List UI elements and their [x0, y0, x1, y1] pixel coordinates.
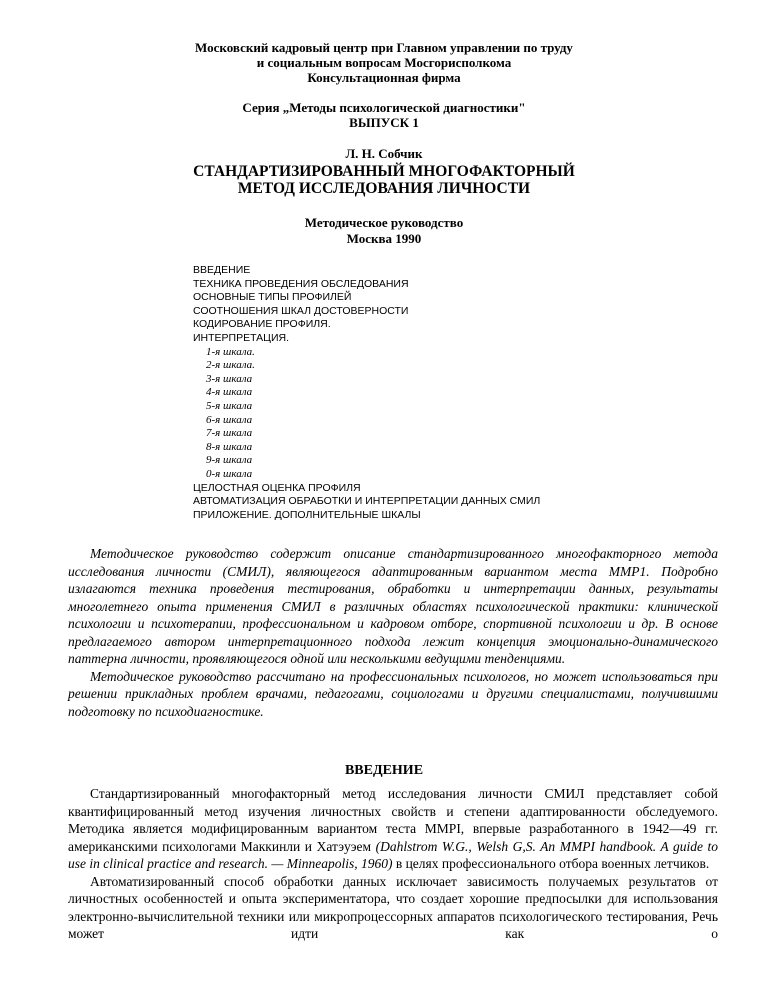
document-type: Методическое руководство	[304, 215, 464, 230]
intro-p1-text-b: в целях профессионального отбора военных летчиков.	[392, 856, 710, 871]
toc-subitem-scale[interactable]: 9-я шкала	[206, 454, 253, 467]
toc-subitem-scale[interactable]: 8-я шкала	[206, 440, 253, 453]
table-of-contents	[193, 264, 753, 522]
toc-item-coding[interactable]: КОДИРОВАНИЕ ПРОФИЛЯ.	[193, 318, 331, 331]
intro-paragraph-1	[68, 785, 718, 873]
header-organization-line-1: Московский кадровый центр при Главном управлении по труду	[195, 40, 573, 55]
toc-item-interpretation[interactable]: ИНТЕРПРЕТАЦИЯ.	[193, 331, 289, 344]
toc-subitem-scale[interactable]: 7-я шкала	[206, 427, 253, 440]
toc-item-technique[interactable]: ТЕХНИКА ПРОВЕДЕНИЯ ОБСЛЕДОВАНИЯ	[193, 277, 409, 290]
toc-subitem-scale[interactable]: 0-я шкала	[206, 467, 253, 480]
toc-subitem-scale[interactable]: 3-я шкала	[206, 372, 253, 385]
toc-item-holistic[interactable]: ЦЕЛОСТНАЯ ОЦЕНКА ПРОФИЛЯ	[193, 481, 361, 494]
abstract-paragraph-2: Методическое руководство рассчитано на профессиональных психологов, но может использоваться при решении прикладных проблем врачами, педагогами, социологами и другими специалистами, получившими подготовку по психодиагностике.	[68, 668, 718, 719]
intro-p1-text-a: Стандартизированный многофакторный метод исследования личности СМИЛ представляет собой квантифицированный метод изучения личностных свойств и степени адаптированности обследуемого. Методика является модифицированным вариантом теста MMPI, впервые разработанного в 1942—49 гг. американскими психологами Маккинли и Хатэуэем	[68, 786, 718, 854]
toc-item-intro[interactable]: ВВЕДЕНИЕ	[193, 264, 251, 276]
section-heading-intro: ВВЕДЕНИЕ	[344, 763, 424, 778]
toc-item-automation[interactable]: АВТОМАТИЗАЦИЯ ОБРАБОТКИ И ИНТЕРПРЕТАЦИИ ДАННЫХ СМИЛ	[193, 495, 541, 508]
issue-number: ВЫПУСК 1	[349, 115, 419, 130]
abstract	[68, 545, 718, 720]
author-name: Л. Н. Собчик	[345, 146, 423, 161]
intro-body	[68, 785, 718, 943]
series-title: Серия „Методы психологической диагностики"	[242, 100, 526, 115]
main-title-line-1: СТАНДАРТИЗИРОВАННЫЙ МНОГОФАКТОРНЫЙ	[193, 163, 575, 180]
toc-subitem-scale[interactable]: 2-я шкала.	[206, 359, 255, 372]
header-organization-line-3: Консультационная фирма	[307, 70, 461, 85]
toc-subitem-scale[interactable]: 5-я шкала	[206, 399, 253, 412]
abstract-paragraph-1: Методическое руководство содержит описание стандартизированного многофакторного метода исследования личности (СМИЛ), являющегося адаптированным вариантом места ММР1. Подробно излагаются техника проведения тестирования, обработки и интерпретации данных, результаты многолетнего опыта применения СМИЛ в различных областях психологической практики: клинической психологии и психотерапии, профессиональном и кадровом отборе, спортивной психологии и др. В основе предлагаемого автором интерпретационного подхода лежит концепция эмоционально-динамического паттерна личности, проявляющегося одной или несколькими ведущими тенденциями.	[68, 546, 718, 666]
toc-item-validity[interactable]: СООТНОШЕНИЯ ШКАЛ ДОСТОВЕРНОСТИ	[193, 304, 409, 317]
header-organization-line-2: и социальным вопросам Мосгорисполкома	[256, 55, 512, 70]
toc-subitem-scale[interactable]: 1-я шкала.	[206, 345, 255, 358]
toc-subitem-scale[interactable]: 4-я шкала	[206, 386, 253, 399]
place-year: Москва 1990	[346, 231, 422, 246]
main-title-line-2: МЕТОД ИССЛЕДОВАНИЯ ЛИЧНОСТИ	[237, 180, 531, 197]
intro-paragraph-2: Автоматизированный способ обработки данных исключает зависимость получаемых результатов от личностных особенностей и опыта экспериментатора, что создает хорошие предпосылки для использования электронно-вычислительной техники или микропроцессорных аппаратов психологического тестирования, Речь может идти как о	[68, 873, 718, 941]
toc-item-profiles[interactable]: ОСНОВНЫЕ ТИПЫ ПРОФИЛЕЙ	[193, 291, 352, 304]
intro-p1-citation: (Dahlstrom W.G., Welsh G,S. An MMPI handbook. A guide to use in clinical practice and research. — Minneapolis, 1960)	[68, 838, 718, 871]
toc-item-appendix[interactable]: ПРИЛОЖЕНИЕ. ДОПОЛНИТЕЛЬНЫЕ ШКАЛЫ	[193, 508, 421, 521]
toc-subitem-scale[interactable]: 6-я шкала	[206, 413, 253, 426]
